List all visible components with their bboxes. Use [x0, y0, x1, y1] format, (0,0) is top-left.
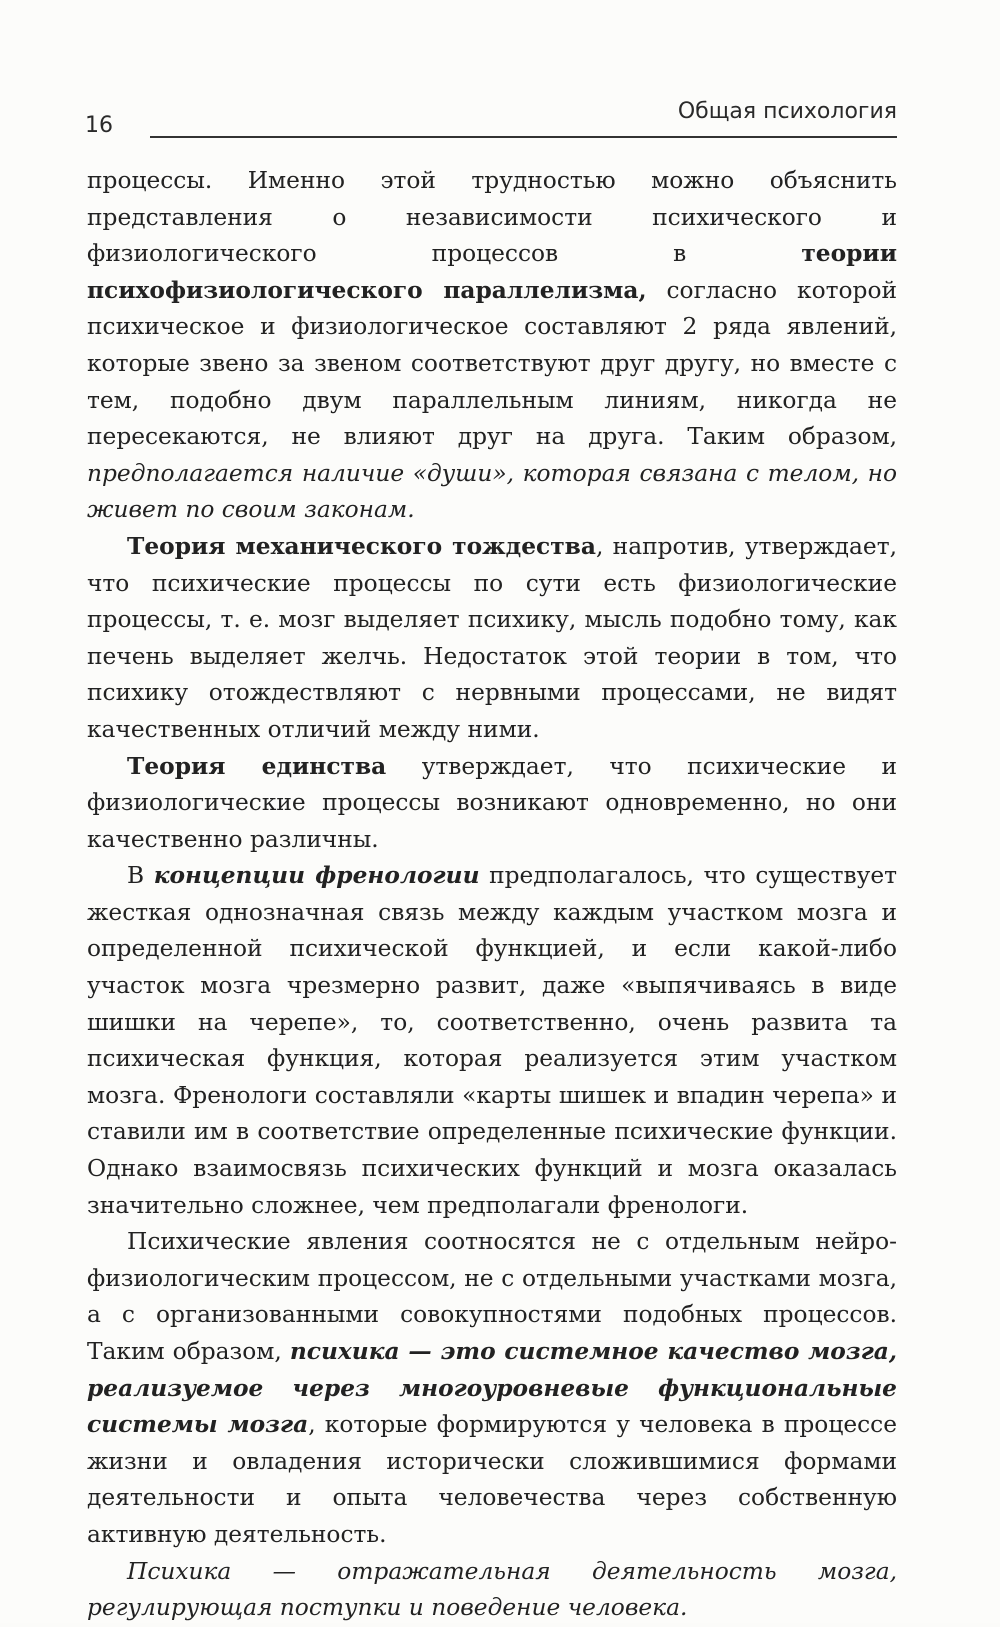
text-run: Психические явления соотносятся не с отдельным нейрофизиологическим процессом, не с отдельными участками мозга, а с организованными совокупностями подобных процессов. Таким образом, — [87, 1228, 897, 1365]
page-body — [87, 163, 897, 1627]
text-run: процессы. Именно этой трудностью можно объяснить представления о независимости психического и физиологического процессов в — [87, 167, 897, 268]
page-number: 16 — [85, 113, 113, 138]
text-run: предполагалось, что существует жесткая однозначная связь между каждым участком мозга и определенной психической функцией, и если какой-либо участок мозга чрезмерно развит, даже «выпячиваясь в виде шишки на черепе», то, соответственно, очень развита та психическая функция, которая реализуется этим участком мозга. Френологи составляли «карты шишек и впадин черепа» и ставили им в соответствие определенные психические функции. Однако взаимосвязь психических функций и мозга оказалась значительно сложнее, чем предполагали френологи. — [87, 862, 897, 1219]
italic-run: Психика — отражательная деятельность мозга, регулирующая поступки и поведение человека. — [87, 1557, 897, 1622]
italic-run: предполагается наличие «души», которая связана с телом, но живет по своим законам. — [87, 459, 897, 524]
paragraph-5 — [87, 1224, 897, 1553]
definition-psyche-system: психика — это системное качество мозга, реализуемое через многоуровневые функциональные системы мозга — [87, 1338, 898, 1439]
text-run: согласно которой психическое и физиологическое составляют 2 ряда явлений, которые звено за звеном соответствуют друг другу, но вместе с тем, подобно двум параллельным линиям, никогда не пересекаются, не влияют друг на друга. Таким образом, — [87, 276, 897, 451]
text-run: , напротив, утверждает, что психические процессы по сути есть физиологические процессы, т. е. мозг выделяет психику, мысль подобно тому, как печень выделяет желчь. Недостаток этой теории в том, что психику отождествляют с нервными процессами, не видят качественных отличий между ними. — [87, 532, 897, 743]
header-rule — [150, 136, 897, 138]
text-run: , которые формируются у человека в процессе жизни и овладения исторически сложившимися формами деятельности и опыта человечества через собственную активную деятельность. — [87, 1411, 897, 1548]
paragraph-4 — [87, 858, 897, 1224]
text-run: утверждает, что психические и физиологические процессы возникают одновременно, но они качественно различны. — [87, 752, 897, 853]
term-psychophysical-parallelism: теории психофизиологического параллелизма, — [87, 240, 897, 304]
paragraph-1 — [87, 163, 897, 529]
running-title: Общая психология — [677, 99, 897, 124]
term-phrenology: концепции френологии — [153, 862, 480, 890]
page-header — [85, 95, 897, 145]
paragraph-2 — [87, 529, 897, 749]
paragraph-3 — [87, 749, 897, 859]
paragraph-6-definition — [87, 1554, 897, 1627]
term-mechanical-identity: Теория механического тождества — [127, 532, 596, 560]
text-run: В — [127, 862, 154, 890]
term-unity-theory: Теория единства — [127, 752, 387, 780]
